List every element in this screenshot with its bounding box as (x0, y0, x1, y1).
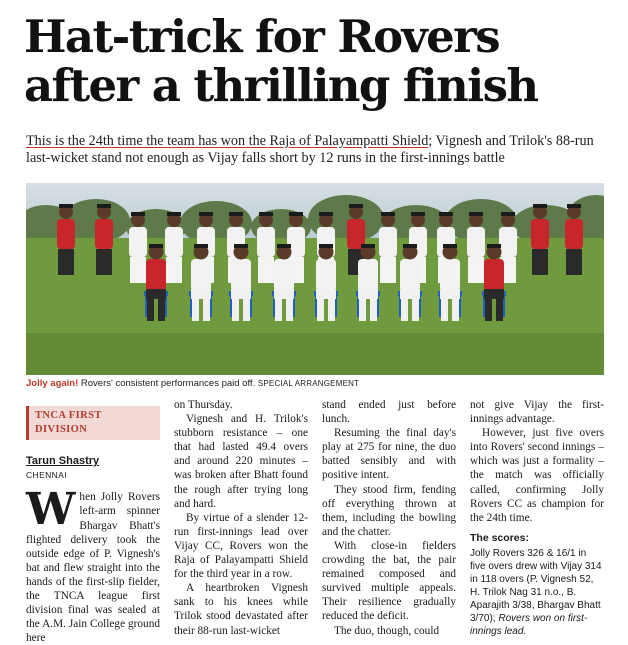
paragraph-4-continued: stand ended just before lunch. (322, 399, 456, 426)
paragraph-1-continued: on Thursday. (174, 399, 233, 411)
standing-player (257, 212, 275, 283)
headline-line-1: Hat-trick for Rovers (24, 10, 499, 63)
paragraph-5: Resuming the final day's play at 275 for nine, the duo batted sensibly and with positive intent. (322, 427, 456, 482)
caption-text: Rovers' consistent performances paid off. (78, 378, 256, 389)
scores-result: Rovers won on first-innings lead. (470, 612, 588, 637)
standing-player (531, 204, 549, 275)
scores-summary (470, 547, 604, 638)
standing-player (165, 212, 183, 283)
column-3 (322, 398, 456, 638)
paragraph-8-continued: not give Vijay the first-innings advantage. (470, 399, 604, 426)
paragraph-4: A heartbroken Vignesh sank to his knees while Trilok stood devastated after their 88-run last-wicket (174, 582, 308, 637)
byline-author: Tarun Shastry (26, 455, 100, 468)
paragraph-7: With close-in fielders crowding the bat, the pair remained composed and survived multiple appeals. Their resilience gradually reduced the deficit. (322, 539, 456, 623)
photo-caption (26, 378, 611, 390)
column-1 (26, 398, 160, 645)
standing-player (467, 212, 485, 283)
standfirst-rest: ; Vignesh and Trilok's 88-run last-wicket stand not enough as Vijay falls short by 12 runs in the first-innings battle (26, 133, 594, 166)
section-kicker: TNCA FIRST DIVISION (26, 406, 160, 440)
scores-text: Jolly Rovers 326 & 16/1 in five overs drew with Vijay 314 in 118 overs (P. Vignesh 52, H. Trilok Nag 31 n.o., B. Aparajith 3/38, Bhargav Bhatt 3/70); (470, 547, 602, 624)
photo-credit: SPECIAL ARRANGEMENT (257, 379, 360, 388)
headline-line-2: after a thrilling finish (24, 59, 538, 112)
column-2 (174, 398, 308, 638)
paragraph-9: However, just five overs into Rovers' second innings – which was just a formality – the match was officially called, confirming Jolly Rovers CC as champion for the 24th time. (470, 427, 604, 524)
caption-lead: Jolly again! (26, 378, 79, 389)
paragraph-6: They stood firm, fending off everything thrown at them, including the bowling and the chatter. (322, 483, 456, 538)
standing-player (379, 212, 397, 283)
standfirst-underlined: This is the 24th time the team has won the Raja of Palayampatti Shield (26, 133, 429, 149)
grass-band (26, 333, 604, 375)
standing-player (565, 204, 583, 275)
team-photo-illustration (26, 183, 604, 375)
drop-cap: W (26, 484, 76, 536)
paragraph-1 (26, 484, 160, 645)
column-4 (470, 398, 604, 638)
standfirst (26, 133, 611, 167)
standing-player (129, 212, 147, 283)
standing-player (57, 204, 75, 275)
paragraph-8: The duo, though, could (334, 624, 440, 637)
team-photo (26, 183, 604, 375)
scores-heading: The scores: (470, 531, 529, 544)
paragraph-1-text: hen Jolly Rovers left-arm spinner Bhargav Bhatt's flighted delivery took the outside edge of P. Vignesh's bat and flew straight into the hands of the first-slip fielder, the TNCA league first division final was sealed at the A.M. Jain College ground here (26, 491, 160, 645)
standing-player (95, 204, 113, 275)
dateline: CHENNAI (26, 470, 68, 481)
paragraph-2: Vignesh and H. Trilok's stubborn resistance – one that had lasted 49.4 overs and around 220 minutes – was broken after Bhatt found the rough after trying long and hard. (174, 413, 308, 510)
paragraph-3: By virtue of a slender 12-run first-innings lead over Vijay CC, Rovers won the Raja of Palayampatti Shield for the third year in a row. (174, 511, 308, 581)
headline (24, 12, 614, 110)
